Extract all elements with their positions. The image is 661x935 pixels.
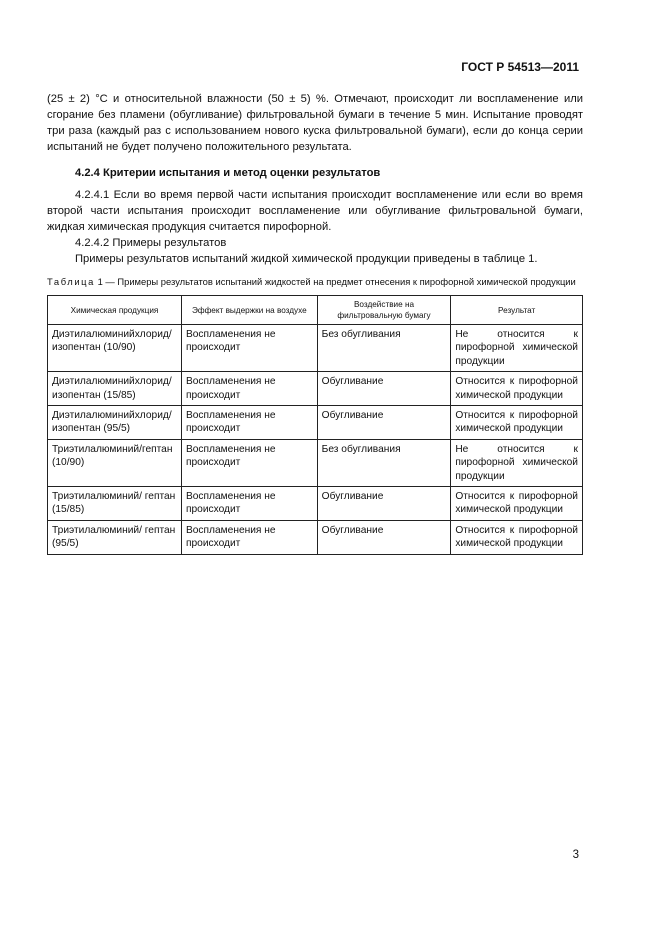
cell-result: Не относится к пирофорной химической продукции	[451, 439, 583, 486]
table-row	[48, 439, 583, 486]
cell-filter-paper: Обугливание	[317, 487, 451, 521]
cell-result: Относится к пирофорной химической продукции	[451, 372, 583, 406]
cell-air-exposure: Воспламенения не происходит	[181, 520, 317, 554]
header-filter-paper: Воздействие на фильтровальную бумагу	[317, 296, 451, 325]
cell-filter-paper: Обугливание	[317, 520, 451, 554]
cell-filter-paper: Без обугливания	[317, 439, 451, 486]
table-row	[48, 325, 583, 372]
header-air-exposure: Эффект выдержки на воздухе	[181, 296, 317, 325]
cell-product: Триэтилалюминий/ гептан (15/85)	[48, 487, 182, 521]
header-product: Химическая продукция	[48, 296, 182, 325]
section-heading: 4.2.4 Критерии испытания и метод оценки результатов	[75, 167, 381, 179]
cell-filter-paper: Без обугливания	[317, 325, 451, 372]
cell-result: Относится к пирофорной химической продукции	[451, 406, 583, 440]
paragraph-conditions: (25 ± 2) °С и относительной влажности (50 ± 5) %. Отмечают, происходит ли воспламенение или сгорание без пламени (обугливание) фильтровальной бумаги в течение 5 мин. Испытание проводят три раза (каждый раз с использованием нового куска фильтровальной бумаги), если до конца серии испытаний не будет получено положительного результата.	[47, 93, 583, 153]
table-row	[48, 372, 583, 406]
cell-air-exposure: Воспламенения не происходит	[181, 325, 317, 372]
cell-air-exposure: Воспламенения не происходит	[181, 487, 317, 521]
page-number: 3	[572, 849, 579, 861]
cell-air-exposure: Воспламенения не происходит	[181, 439, 317, 486]
table-header-row	[48, 296, 583, 325]
cell-air-exposure: Воспламенения не происходит	[181, 372, 317, 406]
paragraph-examples-title: 4.2.4.2 Примеры результатов	[75, 237, 227, 249]
table-row	[48, 520, 583, 554]
page-content	[47, 91, 583, 555]
cell-product: Диэтилалюминийхлорид/ изопентан (15/85)	[48, 372, 182, 406]
cell-filter-paper: Обугливание	[317, 372, 451, 406]
cell-result: Не относится к пирофорной химической продукции	[451, 325, 583, 372]
paragraph-examples: Примеры результатов испытаний жидкой химической продукции приведены в таблице 1.	[75, 253, 538, 265]
table-caption	[47, 275, 583, 288]
paragraph-criteria: 4.2.4.1 Если во время первой части испытания происходит воспламенение или если во время второй части испытания происходит воспламенение или обугливание фильтровальной бумаги, жидкая химическая продукция считается пирофорной.	[47, 189, 583, 233]
cell-air-exposure: Воспламенения не происходит	[181, 406, 317, 440]
standard-number: ГОСТ Р 54513—2011	[461, 60, 579, 74]
table-caption-text: 1 — Примеры результатов испытаний жидкостей на предмет отнесения к пирофорной химической продукции	[94, 276, 576, 287]
table-row	[48, 487, 583, 521]
cell-filter-paper: Обугливание	[317, 406, 451, 440]
cell-product: Диэтилалюминийхлорид/ изопентан (95/5)	[48, 406, 182, 440]
cell-result: Относится к пирофорной химической продукции	[451, 520, 583, 554]
cell-result: Относится к пирофорной химической продукции	[451, 487, 583, 521]
cell-product: Триэтилалюминий/ гептан (95/5)	[48, 520, 182, 554]
cell-product: Триэтилалюминий/гептан (10/90)	[48, 439, 182, 486]
results-table	[47, 295, 583, 555]
table-caption-label: Таблица	[47, 276, 95, 287]
table-row	[48, 406, 583, 440]
header-result: Результат	[451, 296, 583, 325]
cell-product: Диэтилалюминийхлорид/ изопентан (10/90)	[48, 325, 182, 372]
